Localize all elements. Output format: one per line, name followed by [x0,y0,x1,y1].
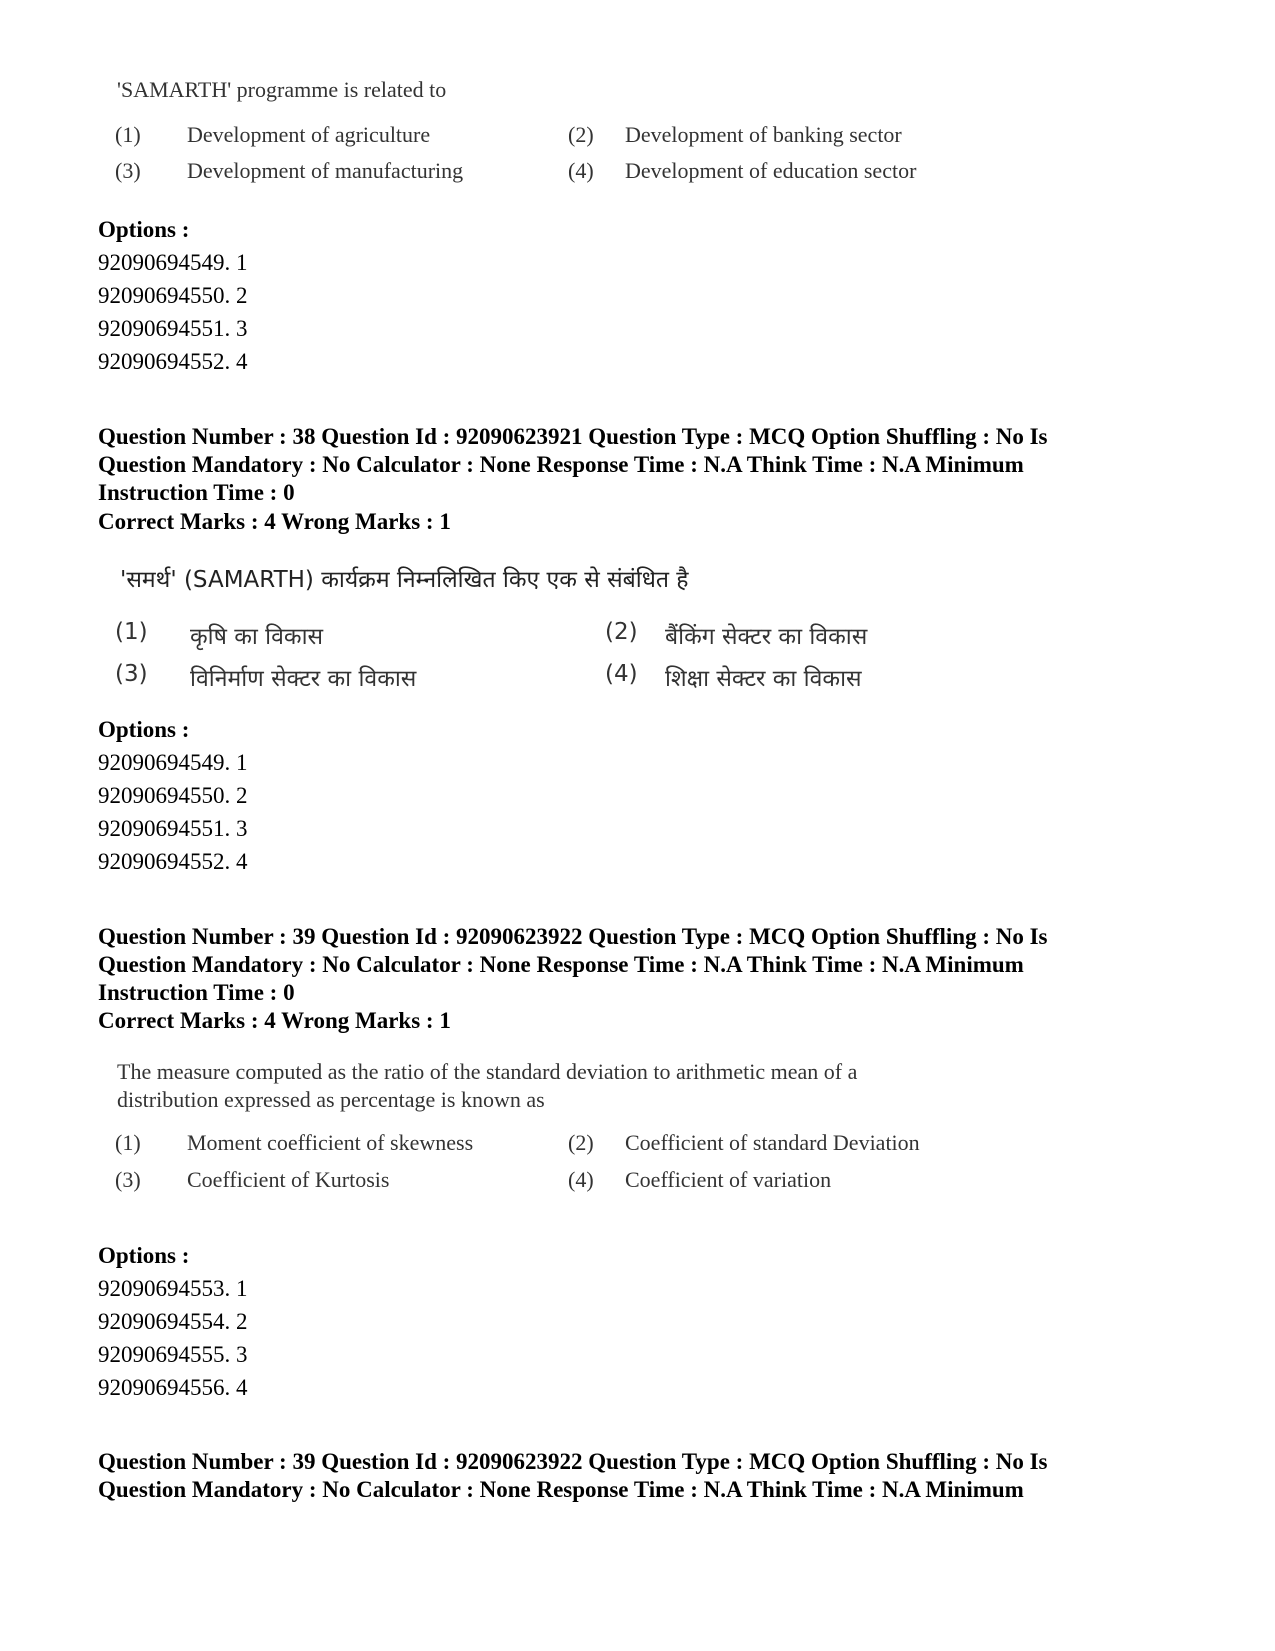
meta-line: Question Mandatory : No Calculator : None Response Time : N.A Think Time : N.A Minimum [98,952,1024,977]
meta-line: Question Number : 39 Question Id : 92090623922 Question Type : MCQ Option Shuffling : No Is [98,924,1048,949]
choice-label: Moment coefficient of skewness [187,1130,474,1155]
choice-row [115,661,1015,697]
choice-row [115,619,1015,655]
choice-label: शिक्षा सेक्टर का विकास [665,666,862,692]
option-line: 92090694555. 3 [98,1342,248,1367]
options-label: Options : [98,217,190,242]
choice-row [115,158,1015,194]
choice-label: Coefficient of variation [625,1167,832,1192]
choice-number: (1) [115,1130,141,1155]
choice-number: (2) [605,619,638,645]
choice-label: बैंकिंग सेक्टर का विकास [665,624,868,650]
question-meta [98,1448,1188,1504]
option-line: 92090694553. 1 [98,1276,248,1301]
option-line: 92090694552. 4 [98,849,248,874]
meta-line: Question Mandatory : No Calculator : None Response Time : N.A Think Time : N.A Minimum [98,1477,1024,1502]
option-line: 92090694551. 3 [98,316,248,341]
option-line: 92090694556. 4 [98,1375,248,1400]
meta-line: Instruction Time : 0 [98,480,295,505]
meta-line: Question Number : 38 Question Id : 92090623921 Question Type : MCQ Option Shuffling : No Is [98,424,1048,449]
option-line: 92090694550. 2 [98,283,248,308]
choice-label: Development of education sector [625,158,917,183]
options-label: Options : [98,1243,190,1268]
option-line: 92090694551. 3 [98,816,248,841]
question-text [117,1058,1117,1114]
options-label: Options : [98,717,190,742]
choice-label: कृषि का विकास [190,624,324,650]
choice-label: विनिर्माण सेक्टर का विकास [190,666,417,692]
choice-row [115,1167,1015,1203]
choice-number: (3) [115,661,148,687]
option-line: 92090694549. 1 [98,750,248,775]
choice-number: (3) [115,1167,141,1192]
choice-label: Development of banking sector [625,122,902,147]
choice-number: (3) [115,158,141,183]
question-text: 'SAMARTH' programme is related to [117,77,447,102]
option-line: 92090694552. 4 [98,349,248,374]
option-line: 92090694554. 2 [98,1309,248,1334]
choice-number: (2) [568,1130,594,1155]
choice-number: (4) [605,661,638,687]
choice-number: (2) [568,122,594,147]
choice-row [115,1130,1015,1166]
option-line: 92090694549. 1 [98,250,248,275]
choice-row [115,122,1015,158]
question-meta [98,423,1188,507]
meta-line: Question Number : 39 Question Id : 92090623922 Question Type : MCQ Option Shuffling : No Is [98,1449,1048,1474]
choice-label: Coefficient of Kurtosis [187,1167,390,1192]
meta-line: Question Mandatory : No Calculator : None Response Time : N.A Think Time : N.A Minimum [98,452,1024,477]
question-meta [98,923,1188,1007]
meta-line: Instruction Time : 0 [98,980,295,1005]
question-text-line: distribution expressed as percentage is known as [117,1087,545,1112]
choice-label: Development of agriculture [187,122,431,147]
option-line: 92090694550. 2 [98,783,248,808]
question-text-line: The measure computed as the ratio of the standard deviation to arithmetic mean of a [117,1059,858,1084]
choice-number: (4) [568,1167,594,1192]
choice-label: Development of manufacturing [187,158,464,183]
choice-number: (4) [568,158,594,183]
choice-number: (1) [115,619,148,645]
question-marks: Correct Marks : 4 Wrong Marks : 1 [98,1008,451,1033]
choice-label: Coefficient of standard Deviation [625,1130,920,1155]
question-marks: Correct Marks : 4 Wrong Marks : 1 [98,509,451,534]
choice-number: (1) [115,122,141,147]
question-text: 'समर्थ' (SAMARTH) कार्यक्रम निम्नलिखित किए एक से संबंधित है [120,567,689,593]
